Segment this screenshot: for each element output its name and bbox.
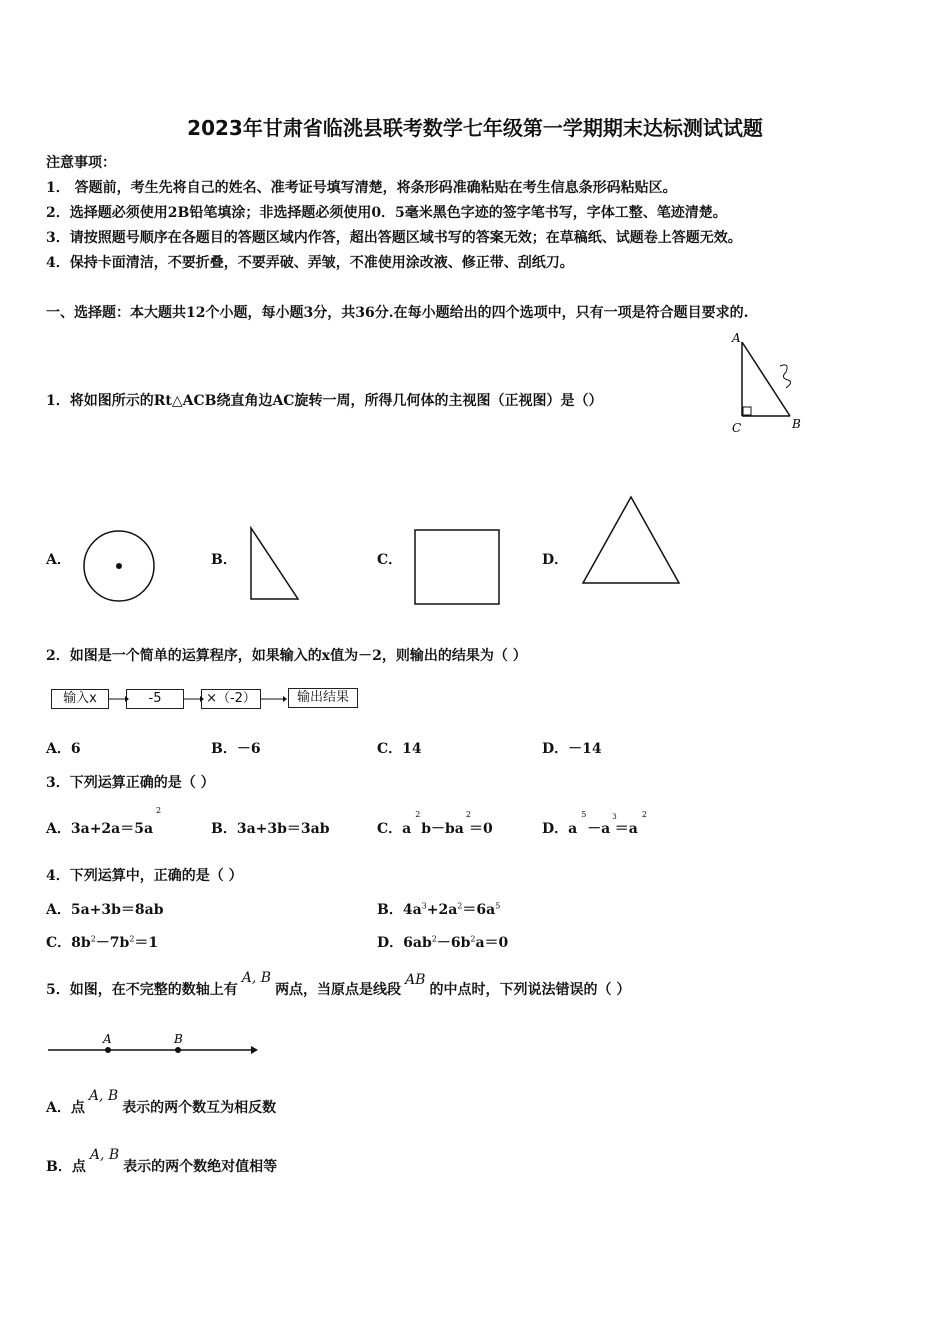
q1-option-d: D． — [542, 552, 569, 568]
notice-item-3: 3．请按照题号顺序在各题目的答题区域内作答，超出答题区域书写的答案无效；在草稿纸、试题卷上答题无效。 — [46, 230, 742, 246]
q1-option-a-circle — [82, 530, 158, 606]
q3-option-b: B．3a+3b＝3ab — [211, 821, 330, 837]
notice-heading: 注意事项： — [46, 155, 116, 171]
q1-option-a: A． — [46, 552, 71, 568]
q2-option-c: C．14 — [377, 741, 422, 757]
q4-option-c: C．$8b^2-7b^2=1$ — [46, 934, 159, 951]
flow-input-box: 输入x — [51, 689, 109, 709]
q2-stem: 2．如图是一个简单的运算程序，如果输入的x值为－2，则输出的结果为（ ） — [46, 648, 527, 664]
flow-output-box: 输出结果 — [288, 688, 358, 708]
q2-option-a: A．6 — [46, 741, 81, 757]
notice-item-4: 4．保持卡面清洁，不要折叠，不要弄破、弄皱，不准使用涂改液、修正带、刮纸刀。 — [46, 255, 574, 271]
flow-arrows — [107, 692, 292, 708]
q4-option-b: B．$4a^3+2a^2=6a^5$ — [377, 901, 501, 918]
q1-option-d-triangle — [580, 494, 684, 586]
q3-option-a: A．3a+2a＝5a 2 — [46, 806, 162, 837]
q1-label-c: C — [732, 421, 742, 435]
q1-option-c: C． — [377, 552, 403, 568]
section-heading: 一、选择题：本大题共12个小题，每小题3分，共36分.在每小题给出的四个选项中，只有一项是符合题目要求的. — [46, 305, 749, 321]
q4-stem: 4．下列运算中，正确的是（ ） — [46, 868, 243, 884]
q5-option-b: B．点A, B表示的两个数绝对值相等 — [46, 1147, 278, 1175]
q1-label-a: A — [732, 331, 741, 345]
q5-point-b-label: B — [174, 1032, 183, 1046]
q2-option-b: B．－6 — [211, 741, 261, 757]
q5-point-a-label: A — [103, 1032, 112, 1046]
q4-option-a: A．5a+3b＝8ab — [46, 902, 164, 918]
page-title: 2023年甘肃省临洮县联考数学七年级第一学期期末达标测试试题 — [187, 116, 763, 140]
q1-stem: 1．将如图所示的Rt△ACB绕直角边AC旋转一周，所得几何体的主视图（正视图）是（） — [46, 393, 603, 409]
q1-label-b: B — [792, 417, 801, 431]
q3-stem: 3．下列运算正确的是（ ） — [46, 775, 215, 791]
q5-option-a: A．点A, B表示的两个数互为相反数 — [46, 1088, 277, 1116]
q3-option-c: C．$a^2$ $b-ba^2=0$ — [377, 810, 493, 837]
flow-minus-box: -5 — [126, 689, 184, 709]
q1-option-c-square — [413, 528, 503, 606]
q1-triangle-figure — [720, 330, 840, 440]
notice-item-1: 1． 答题前，考生先将自己的姓名、准考证号填写清楚，将条形码准确粘贴在考生信息条形码粘贴区。 — [46, 180, 677, 196]
q4-option-d: D．$6ab^2-6b^2a=0$ — [377, 934, 509, 951]
q1-option-b: B． — [211, 552, 237, 568]
q1-option-b-triangle — [248, 525, 303, 603]
q3-option-d: D．$a^5 -a^3=a^2$ — [542, 810, 647, 837]
q2-option-d: D．－14 — [542, 741, 602, 757]
flow-multiply-box: ×（-2） — [201, 689, 261, 709]
q5-stem: 5．如图，在不完整的数轴上有A, B两点，当原点是线段AB的中点时，下列说法错误的（ ） — [46, 970, 631, 998]
q5-number-line — [46, 1030, 261, 1058]
notice-item-2: 2．选择题必须使用2B铅笔填涂；非选择题必须使用0．5毫米黑色字迹的签字笔书写，字体工整、笔迹清楚。 — [46, 205, 727, 221]
